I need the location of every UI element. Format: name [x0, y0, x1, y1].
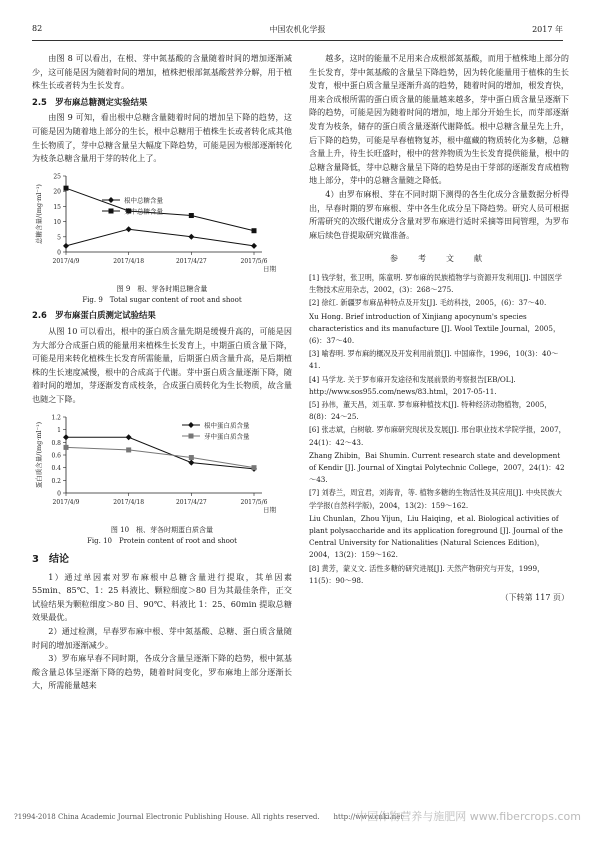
figure-9-caption-cn: 图 9 根、芽各时期总糖含量 [116, 285, 208, 294]
data-point [188, 459, 194, 465]
y-tick-label: 10 [53, 218, 61, 226]
legend-label: 根中总糖含量 [124, 196, 163, 205]
figure-10 [32, 411, 292, 524]
reference-item: Liu Chunlan，Zhou Yijun，Liu Haiqing，et al. Biological activities of plant polysaccharide and its application foreground [J]. Journal of the Central University for Nationalities (Natural Sciences Edition)，2004，13(2)：159～162. [309, 513, 563, 560]
figure-9-caption-en: Fig. 9 Total sugar content of root and shoot [82, 296, 242, 305]
figure-10-caption-en: Fig. 10 Protein content of root and shoot [87, 537, 237, 546]
legend-marker [188, 422, 194, 428]
reference-item: Zhang Zhibin，Bai Shumin. Current research state and development of Kendir [J]. Journal of Xingtai Polytechnic College，2007，24(1)：42～43. [309, 450, 565, 485]
reference-item: [5] 孙伟，董天昌，刘玉章. 罗布麻种植技术[J]. 特种经济动物植物，2005，8(8)：24～25. [309, 399, 552, 422]
watermark: 中国作物营养与施肥网 www.fibercrops.com [356, 810, 581, 823]
section-heading-2-5: 2.5 罗布麻总糖测定实验结果 [32, 96, 148, 107]
y-tick-label: 1.2 [51, 414, 61, 421]
figure-9 [32, 170, 292, 283]
data-point [126, 447, 131, 452]
data-point [64, 444, 69, 449]
x-tick-label: 2017/4/27 [175, 498, 207, 506]
page-header [32, 24, 563, 38]
y-tick-label: 25 [53, 173, 61, 181]
data-point [252, 228, 257, 233]
data-point [251, 243, 257, 249]
data-point [252, 465, 257, 470]
figure-10-caption-cn: 图 10 根、芽各时期蛋白质含量 [110, 526, 214, 535]
y-tick-label: 0 [57, 490, 61, 497]
data-point [64, 185, 69, 190]
page-number: 82 [32, 24, 43, 33]
y-tick-label: 15 [53, 203, 61, 211]
reference-item: [7] 刘春兰，周宜君，刘海青，等. 植物多糖的生物活性及其应用[J]. 中央民族大学学报(自然科学版)，2004，13(2)：159～162. [309, 488, 562, 510]
y-tick-label: 0.8 [51, 439, 61, 447]
reference-list [309, 272, 569, 587]
reference-item: [3] 喻春明. 罗布麻的概况及开发利用前景[J]. 中国麻作，1996，10(3)：40～41. [309, 349, 559, 371]
references-title: 参 考 文 献 [390, 254, 488, 264]
legend-marker [108, 197, 114, 203]
reference-item: [1] 钱学射，张卫明，陈童明. 罗布麻的民族植物学与资源开发利用[J]. 中国医学生物技术应用杂志，2002，(3)：268～275. [309, 272, 562, 295]
conclusion-item: 4）由罗布麻根、芽在不同时期下测得的各生化成分含量数据分析得出，早春时期的罗布麻根、芽中各生化成分呈下降趋势。研究人员可根据所需研究的次级代谢成分含量对罗布麻进行适时采摘等田间管理，为罗布麻后续色苷提取研究做准备。 [309, 188, 569, 240]
data-point [63, 434, 69, 440]
data-point [126, 434, 132, 440]
y-axis-label: 总糖含量/(mg·ml⁻¹) [35, 183, 43, 244]
paragraph: 从图 10 可以看出，根中的蛋白质含量先期是缓慢升高的，可能是因为大部分合成蛋白质的能量用来植株生长发育上，中期蛋白质含量下降，可能是用来转化植株生长发育所需能量，后期蛋白质含量升高，是后期植株的生长速度减慢，根中的合成高于代谢。芽中蛋白质含量逐渐下降，随着时间的增加，芽逐渐发育成枝条，合成蛋白质转化为生长物质，故含量也随之下降。 [32, 325, 292, 404]
legend-label: 根中蛋白质含量 [204, 421, 250, 429]
left-column [32, 52, 292, 693]
legend-marker [189, 433, 194, 438]
conclusion-item: 1）通过单因素对罗布麻根中总糖含量进行提取，其单因素 55min、85℃、1：25 料液比、颗粒细度＞80 目为其最佳条件，正交试验结果为颗粒细度＞80 目、90℃、料液比 1：25、60min 提取总糖效果最优。 [32, 571, 292, 623]
header-rule [32, 40, 563, 41]
reference-item: [2] 徐红. 新疆罗布麻品种特点及开发[J]. 毛纺科技，2005，(6)：37～40. [309, 298, 547, 308]
y-tick-label: 0.6 [51, 452, 61, 459]
reference-item: [6] 张志斌，白树敏. 罗布麻研究现状及发展[J]. 邢台职业技术学院学报，2007，24(1)：42～43. [309, 425, 566, 447]
y-tick-label: 20 [53, 188, 61, 196]
legend-marker [109, 208, 114, 213]
y-tick-label: 0 [57, 249, 61, 257]
x-tick-label: 2017/4/18 [113, 498, 145, 506]
x-tick-label: 2017/5/6 [240, 257, 268, 265]
x-tick-label: 2017/4/18 [113, 257, 145, 265]
x-tick-label: 2017/4/27 [175, 257, 207, 265]
data-point [189, 213, 194, 218]
y-tick-label: 5 [57, 234, 61, 242]
journal-name: 中国农机化学报 [269, 25, 326, 34]
conclusion-item: 3）罗布麻早春不同时期，各成分含量呈逐渐下降的趋势，根中氮基酸含量总体呈逐渐下降的趋势，随着时间变化，罗布麻地上部分逐渐长大，所需能量越来 [32, 653, 292, 691]
paragraph: 由图 8 可以看出，在根、芽中氮基酸的含量随着时间的增加逐渐减少，这可能是因为随着时间的增加，植株把根部氮基酸营养分解，用于植株生长或者转为生长发育。 [32, 53, 292, 91]
section-heading-2-6: 2.6 罗布麻蛋白质测定试验结果 [32, 310, 156, 321]
reference-item: Xu Hong. Brief introduction of Xinjiang apocynum's species characteristics and its manufacture [J]. Wool Textile Journal，2005，(6)：37～40. [309, 311, 561, 345]
page-footer [14, 812, 581, 822]
y-axis-label: 蛋白质含量/(mg·ml⁻¹) [35, 421, 43, 488]
paragraph: 由图 9 可知，看出根中总糖含量随着时间的增加呈下降的趋势，这可能是因为随着地上部分的生长，根中总糖用于植株生长或者转化成其他生长物质了，芽中总糖含量呈大幅度下降趋势，可能是因为根部逐渐转化为枝条总糖含量用于芽的转化上了。 [32, 112, 292, 164]
x-tick-label: 2017/5/6 [240, 498, 268, 506]
series-line [66, 437, 254, 469]
reference-item: [4] 马学龙. 关于罗布麻开发途径和发展前景的考察报告[EB/OL]. http://www.sos955.com/news/83.html，2017-05-11. [309, 374, 516, 396]
series-line [66, 229, 254, 246]
data-point [63, 243, 69, 249]
y-tick-label: 0.2 [51, 477, 61, 485]
conclusion-item: 2）通过检测，早春罗布麻中根、芽中氮基酸、总糖、蛋白质含量随时间的增加逐渐减少。 [32, 626, 292, 650]
data-point [189, 455, 194, 460]
x-tick-label: 2017/4/9 [52, 257, 80, 265]
paragraph: 越多，这时的能量不足用来合成根部氮基酸，而用于植株地上部分的生长发育，芽中氮基酸的含量呈下降趋势，因为转化能量用于植株的生长发育，根中蛋白质含量呈逐渐升高的趋势，随着时间的增加，根发育快，用来合成根所需的蛋白质含量的能量越来越多，芽中蛋白质含量呈逐渐下降的趋势，可能是因为随着时间的增加，地上部分开始生长，而芽部逐渐发育为枝条，储存的蛋白质含量逐渐代谢降低。根中总糖含量呈先上升，后下降的趋势，可能是早春植物复苏，根中蕴藏的物质转化为多糖，总糖含量上升，待生长旺盛时，根中的营养物质为生长发育提供能量，根中的总糖含量降低，芽中总糖含量呈下降的趋势是由于芽部的逐渐发育成植物地上部分，芽中的总糖含量随之降低。 [309, 53, 569, 186]
legend-label: 芽中总糖含量 [124, 207, 163, 216]
reference-item: [8] 黄芳，蒙义文. 活性多糖的研究进展[J]. 天然产物研究与开发，1999，11(5)：90～98. [309, 563, 545, 585]
section-heading-3: 3 结论 [32, 554, 69, 566]
legend-label: 芽中蛋白质含量 [204, 432, 250, 440]
x-tick-label: 2017/4/9 [52, 498, 80, 506]
data-point [188, 234, 194, 240]
right-column [309, 52, 569, 605]
y-tick-label: 0.4 [51, 464, 61, 472]
data-point [126, 226, 132, 232]
total-sugar-chart [32, 170, 292, 278]
journal-year: 2017 年 [532, 25, 563, 34]
protein-chart [32, 411, 292, 519]
y-tick-label: 1 [57, 426, 61, 434]
x-axis-label: 日期 [263, 264, 276, 273]
x-axis-label: 日期 [263, 505, 276, 514]
continued-note: （下转第 117 页） [500, 592, 569, 602]
copyright-line: ?1994-2018 China Academic Journal Electronic Publishing House. All rights reserved. http://www.cnki.net [14, 813, 404, 821]
